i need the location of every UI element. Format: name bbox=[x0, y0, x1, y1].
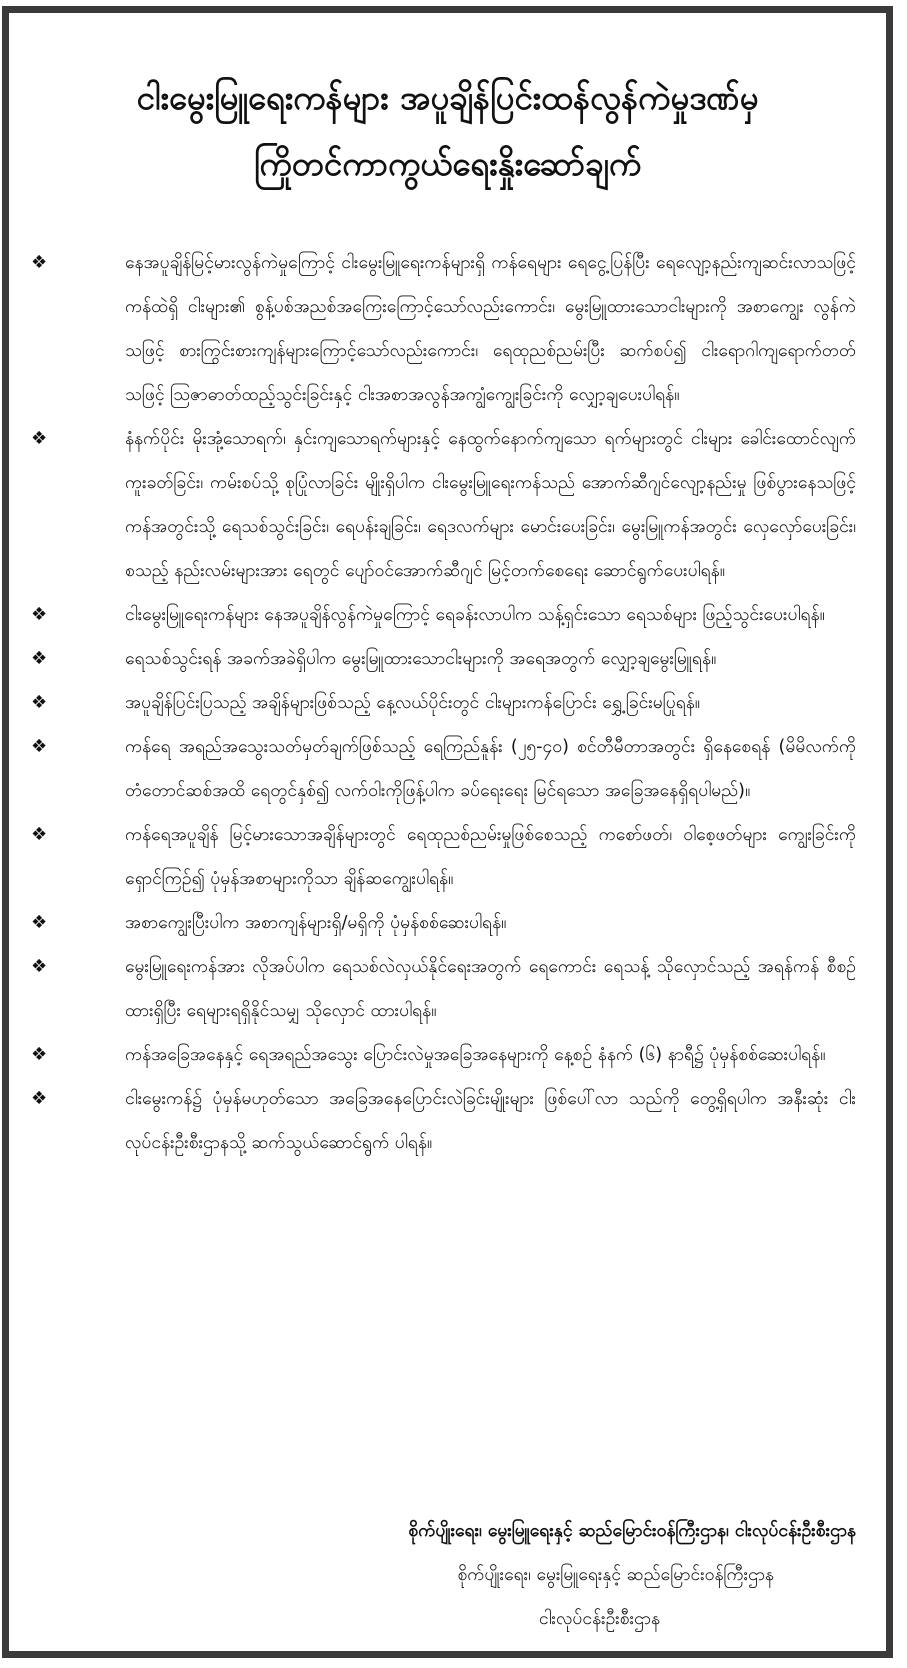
diamond-bullet-icon: ❖ bbox=[31, 912, 48, 933]
diamond-bullet-icon: ❖ bbox=[31, 956, 48, 977]
item-text: ကန်အခြေအနေနှင့် ရေအရည်အသွေး ပြောင်းလဲမှုအခြေအနေများကို နေ့စဉ် နံနက် (၆) နာရီ၌ ပုံမှန်စစ်ဆေးပါရန်။ bbox=[125, 1045, 826, 1065]
diamond-bullet-icon: ❖ bbox=[31, 736, 48, 757]
notice-frame bbox=[2, 6, 893, 1658]
diamond-bullet-icon: ❖ bbox=[31, 1088, 48, 1109]
signature-line-3: ငါးလုပ်ငန်းဦးစီးဌာန bbox=[538, 1609, 660, 1629]
list-item bbox=[9, 681, 886, 725]
signature-line-2: စိုက်ပျိုးရေး၊ မွေးမြူရေးနှင့် ဆည်မြောင်းဝန်ကြီးဌာန bbox=[457, 1565, 774, 1585]
title-line-1: ငါးမွေးမြူရေးကန်များ အပူချိန်ပြင်းထန်လွန်ကဲမှုဒဏ်မှ bbox=[136, 78, 759, 117]
list-item bbox=[9, 417, 886, 593]
list-item bbox=[9, 813, 886, 901]
diamond-bullet-icon: ❖ bbox=[31, 604, 48, 625]
diamond-bullet-icon: ❖ bbox=[31, 252, 48, 273]
item-text: ငါးမွေးမြူရေးကန်များ နေအပူချိန်လွန်ကဲမှုကြောင့် ရေခန်းလာပါက သန့်ရှင်းသော ရေသစ်များ ဖြည့်သွင်းပေးပါရန်။ bbox=[125, 605, 825, 625]
diamond-bullet-icon: ❖ bbox=[31, 648, 48, 669]
diamond-bullet-icon: ❖ bbox=[31, 428, 48, 449]
list-item bbox=[9, 593, 886, 637]
advice-list bbox=[9, 241, 886, 1165]
item-text: အပူချိန်ပြင်းပြသည့် အချိန်များဖြစ်သည့် နေ့လယ်ပိုင်းတွင် ငါးများကန်ပြောင်း ရွှေ့ခြင်းမပြုရန်။ bbox=[125, 693, 701, 713]
diamond-bullet-icon: ❖ bbox=[31, 1044, 48, 1065]
list-item bbox=[9, 901, 886, 945]
signature-block bbox=[9, 1509, 856, 1641]
item-text: အစာကျွေးပြီးပါက အစာကျန်များရှိ/မရှိကို ပုံမှန်စစ်ဆေးပါရန်။ bbox=[125, 913, 507, 933]
signature-line-1: စိုက်ပျိုးရေး၊ မွေးမြူရေးနှင့် ဆည်မြောင်းဝန်ကြီးဌာန၊ ငါးလုပ်ငန်းဦးစီးဌာန bbox=[408, 1521, 856, 1541]
notice-title bbox=[9, 65, 886, 197]
list-item bbox=[9, 637, 886, 681]
diamond-bullet-icon: ❖ bbox=[31, 824, 48, 845]
diamond-bullet-icon: ❖ bbox=[31, 692, 48, 713]
item-text: ကန်ရေအပူချိန် မြင့်မားသောအချိန်များတွင် ရေထုညစ်ညမ်းမှုဖြစ်စေသည့် ကစော်ဖတ်၊ ဝါစေ့ဖတ်များ ကျွေးခြင်းကို ရှောင်ကြဉ်၍ ပုံမှန်အစာများကိုသာ ချိန်ဆကျွေးပါရန်။ bbox=[125, 825, 856, 889]
list-item bbox=[9, 945, 886, 1033]
list-item bbox=[9, 725, 886, 813]
item-text: နေအပူချိန်မြင့်မားလွန်ကဲမှုကြောင့် ငါးမွေးမြူရေးကန်များရှိ ကန်ရေများ ရေငွေ့ပြန်ပြီး ရေလျော့နည်းကျဆင်းလာသဖြင့် ကန်ထဲရှိ ငါးများ၏ စွန့်ပစ်အညစ်အကြေးကြောင့်သော်လည်းကောင်း၊ မွေးမြူထားသောငါးများကို အစာကျွေး လွန်ကဲသဖြင့် စားကြွင်းစားကျန်များကြောင့်သော်လည်းကောင်း၊ ရေထုညစ်ညမ်းပြီး ဆက်စပ်၍ ငါးရောဂါကျရောက်တတ်သဖြင့် သြဇာဓာတ်ထည့်သွင်းခြင်းနှင့် ငါးအစာအလွန်အကျွံကျွေးခြင်းကို လျှော့ချပေးပါရန်။ bbox=[125, 253, 856, 405]
item-text: နံနက်ပိုင်း မိုးအုံ့သောရက်၊ နှင်းကျသောရက်များနှင့် နေထွက်နောက်ကျသော ရက်များတွင် ငါးများ ခေါင်းထောင်လျက် ကူးခတ်ခြင်း၊ ကမ်းစပ်သို့ စုပြုံလာခြင်း မျိုးရှိပါက ငါးမွေးမြူရေးကန်သည် အောက်ဆီဂျင်လျော့နည်းမှု ဖြစ်ပွားနေသဖြင့် ကန်အတွင်းသို့ ရေသစ်သွင်းခြင်း၊ ရေပန်းချခြင်း၊ ရေဒလက်များ မောင်းပေးခြင်း၊ မွေးမြူကန်အတွင်း လှေလှော်ပေးခြင်း၊ စသည့် နည်းလမ်းများအား ရေတွင် ပျော်ဝင်အောက်ဆီဂျင် မြင့်တက်စေရေး ဆောင်ရွက်ပေးပါရန်။ bbox=[125, 429, 856, 581]
item-text: မွေးမြူရေးကန်အား လိုအပ်ပါက ရေသစ်လဲလှယ်နိုင်ရေးအတွက် ရေကောင်း ရေသန့် သိုလှောင်သည့် အရန်ကန် စီစဉ်ထားရှိပြီး ရေများရရှိနိုင်သမျှ သိုလှောင် ထားပါရန်။ bbox=[125, 957, 856, 1021]
item-text: ရေသစ်သွင်းရန် အခက်အခဲရှိပါက မွေးမြူထားသောငါးများကို အရေအတွက် လျှော့ချမွေးမြူရန်။ bbox=[125, 649, 717, 669]
list-item bbox=[9, 1033, 886, 1077]
title-line-2: ကြိုတင်ကာကွယ်ရေးနှိုးဆော်ချက် bbox=[253, 144, 642, 183]
item-text: ကန်ရေ အရည်အသွေးသတ်မှတ်ချက်ဖြစ်သည့် ရေကြည်နူန်း (၂၅-၄၀) စင်တီမီတာအတွင်း ရှိနေစေရန် (မိမိလက်ကို တံတောင်ဆစ်အထိ ရေတွင်နှစ်၍ လက်ဝါးကိုဖြန့်ပါက ခပ်ရေးရေး မြင်ရသော အခြေအနေရှိရပါမည်)။ bbox=[125, 737, 856, 801]
list-item bbox=[9, 1077, 886, 1165]
item-text: ငါးမွေးကန်၌ ပုံမှန်မဟုတ်သော အခြေအနေပြောင်းလဲခြင်းမျိုးများ ဖြစ်ပေါ်လာ သည်ကို တွေ့ရှိရပါက အနီးဆုံး ငါးလုပ်ငန်းဦးစီးဌာနသို့ ဆက်သွယ်ဆောင်ရွက် ပါရန်။ bbox=[125, 1089, 856, 1153]
list-item bbox=[9, 241, 886, 417]
